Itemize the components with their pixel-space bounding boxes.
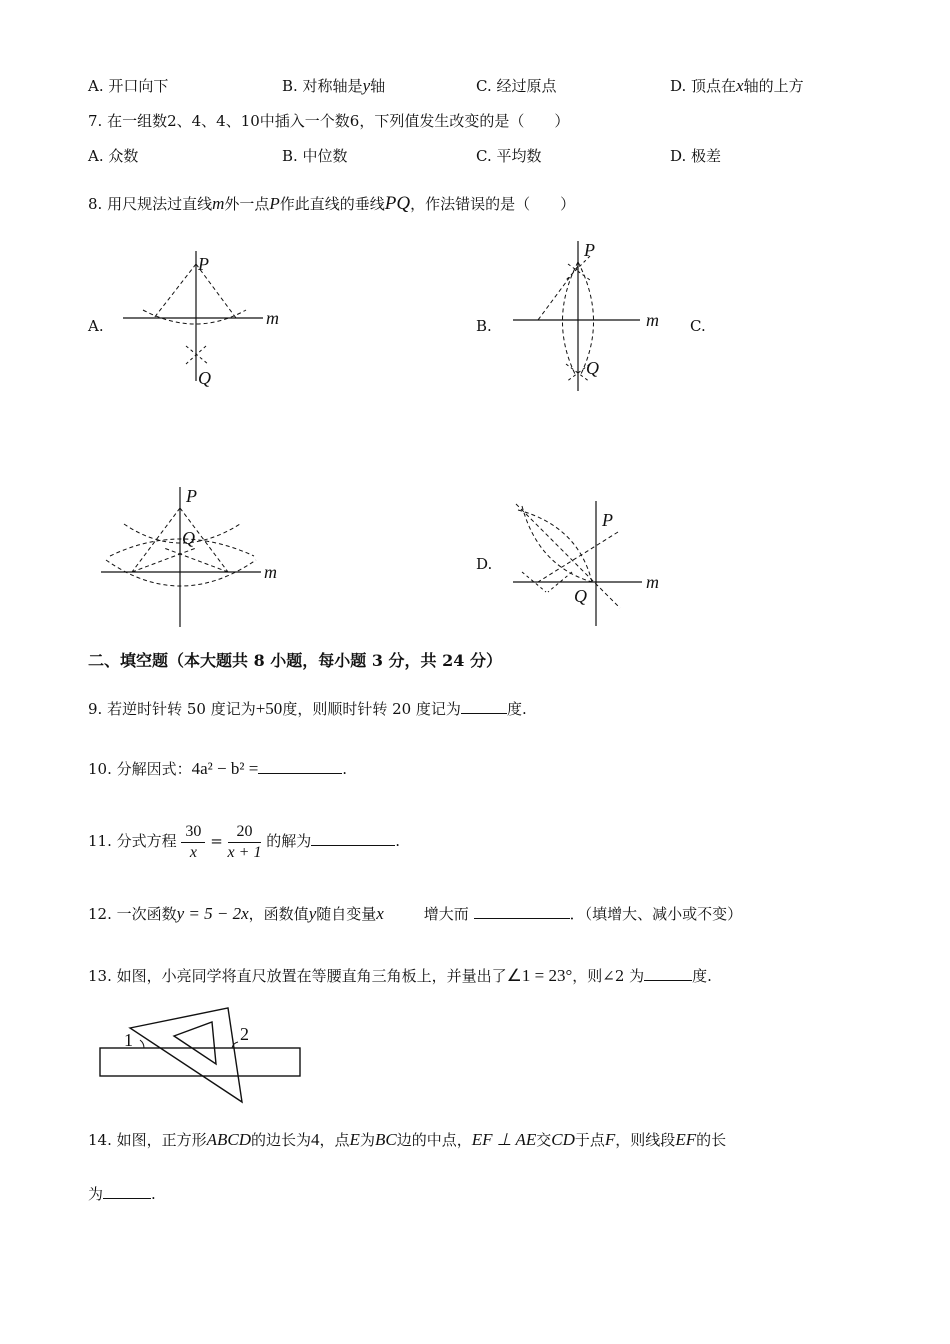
- q14-line2: 为 .: [88, 1185, 156, 1203]
- fig-b-label-p: P: [584, 240, 595, 260]
- q13-angle-1-label: 1: [124, 1030, 133, 1050]
- q7-option-d: D. 极差: [670, 147, 722, 165]
- fig-c-label-q: Q: [182, 528, 195, 548]
- fig-b-label-q: Q: [586, 358, 599, 378]
- fig-c-label-m: m: [264, 562, 277, 582]
- fig-c-label-p: P: [186, 486, 197, 506]
- fig-d-label-m: m: [646, 572, 659, 592]
- q13-angle-2-label: 2: [240, 1024, 249, 1044]
- q8-label-a: A.: [88, 317, 104, 335]
- q8-label-d: D.: [476, 555, 493, 573]
- q14: 14. 如图，正方形ABCD的边长为4，点E为BC边的中点，EF ⊥ AE交CD于点F，则线段EF的长: [88, 1130, 727, 1149]
- q13: 13. 如图，小亮同学将直尺放置在等腰直角三角板上，并量出了∠1 = 23°，则∠2 为 度.: [88, 966, 712, 985]
- q7-stem: 7. 在一组数2、4、4、10中插入一个数6，下列值发生改变的是（ ）: [88, 112, 570, 130]
- q14-answer-blank[interactable]: [103, 1184, 151, 1199]
- q11: 11. 分式方程 $\frac{30}{x}$ = $\frac{20}{x + 1}$ 的解为 .: [88, 822, 401, 861]
- q13-figure: [96, 1002, 311, 1108]
- q8-figure-d: [508, 496, 688, 631]
- q8-figure-c: [96, 482, 296, 632]
- q7-option-c: C. 平均数: [476, 147, 542, 165]
- q10-answer-blank[interactable]: [258, 759, 342, 774]
- fig-a-label-q: Q: [198, 368, 211, 388]
- section-2-heading: 二、填空题（本大题共 8 小题，每小题 3 分，共 24 分）: [88, 651, 502, 670]
- q11-fraction-left: $\frac{30}{x}$: [181, 822, 205, 863]
- q8-figure-a: [118, 246, 298, 391]
- q13-answer-blank[interactable]: [644, 966, 692, 981]
- q8-stem: 8. 用尺规法过直线m外一点P作此直线的垂线PQ，作法错误的是（ ）: [88, 193, 576, 214]
- q10: 10. 分解因式：4a² − b² = .: [88, 759, 348, 778]
- q7-option-b: B. 中位数: [282, 147, 348, 165]
- q6-option-c: C. 经过原点: [476, 77, 557, 95]
- q12: 12. 一次函数y = 5 − 2x，函数值y随自变量x 增大而 ．（填增大、减小或不变）: [88, 904, 743, 923]
- q6-option-a: A. 开口向下: [88, 77, 169, 95]
- fig-a-label-p: P: [198, 254, 209, 274]
- fig-d-label-p: P: [602, 510, 613, 530]
- q8-figure-b: [508, 236, 688, 396]
- fig-b-label-m: m: [646, 310, 659, 330]
- q6-option-b: B. 对称轴是y轴: [282, 76, 386, 95]
- fig-a-label-m: m: [266, 308, 279, 328]
- q9-answer-blank[interactable]: [461, 699, 507, 714]
- q8-label-b: B.: [476, 317, 492, 335]
- fig-d-label-q: Q: [574, 586, 587, 606]
- q11-fraction-right: $\frac{20}{x + 1}$: [227, 822, 262, 861]
- q11-answer-blank[interactable]: [311, 831, 395, 846]
- q6-option-d: D. 顶点在x轴的上方: [670, 76, 804, 95]
- q9: 9. 若逆时针转 50 度记为+50度，则顺时针转 20 度记为 度.: [88, 699, 527, 718]
- q12-answer-blank[interactable]: [474, 904, 570, 919]
- q8-label-c: C.: [690, 317, 706, 335]
- q7-option-a: A. 众数: [88, 147, 139, 165]
